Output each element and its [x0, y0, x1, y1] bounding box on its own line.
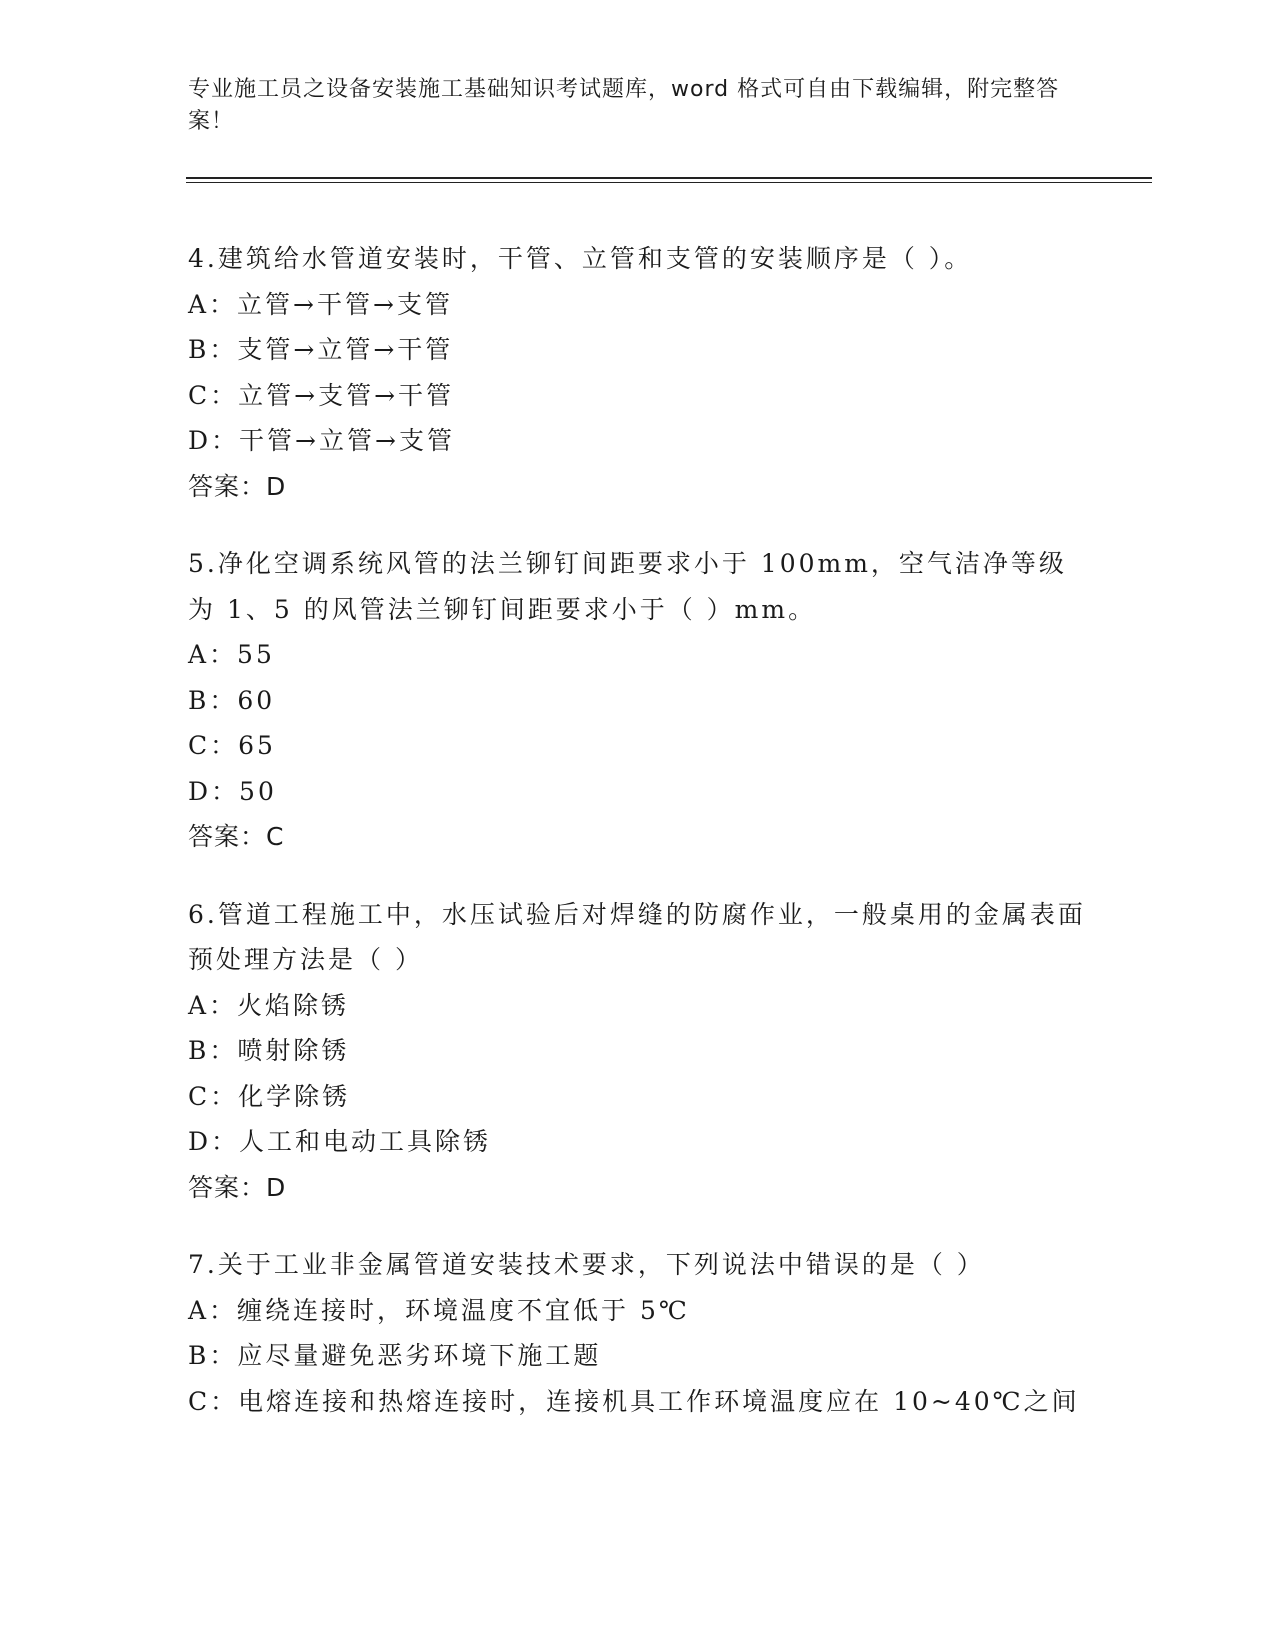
- header-divider-thin: [186, 182, 1152, 183]
- option-d: D：人工和电动工具除锈: [188, 1127, 492, 1156]
- question-5: [188, 541, 1088, 860]
- answer-text: 答案：C: [188, 822, 285, 851]
- option-c: C：电熔连接和热熔连接时，连接机具工作环境温度应在 10~40℃之间: [188, 1386, 1080, 1416]
- option-c: C：65: [188, 731, 276, 760]
- option-a: A：立管→干管→支管: [188, 289, 453, 319]
- question-4: [188, 236, 1088, 509]
- option-c: C：化学除锈: [188, 1081, 351, 1111]
- question-6: [188, 892, 1088, 1211]
- document-header: 专业施工员之设备安装施工基础知识考试题库，word 格式可自由下载编辑，附完整答案！: [188, 77, 1060, 134]
- option-d: D：干管→立管→支管: [188, 426, 455, 455]
- question-stem: 4.建筑给水管道安装时，干管、立管和支管的安装顺序是（ ）。: [188, 244, 973, 273]
- question-list: [188, 236, 1088, 1456]
- option-a: A：55: [188, 640, 275, 669]
- option-b: B：60: [188, 685, 276, 715]
- question-stem: 6.管道工程施工中，水压试验后对焊缝的防腐作业，一般桌用的金属表面预处理方法是（ ）: [188, 899, 1086, 974]
- answer-text: 答案：D: [188, 471, 287, 501]
- question-stem: 5.净化空调系统风管的法兰铆钉间距要求小于 100mm，空气洁净等级为 1、5 的风管法兰铆钉间距要求小于（ ）mm。: [188, 549, 1067, 624]
- question-stem: 7.关于工业非金属管道安装技术要求，下列说法中错误的是（ ）: [188, 1250, 985, 1279]
- option-b: B：支管→立管→干管: [188, 335, 454, 364]
- header-divider-thick: [186, 177, 1152, 179]
- option-a: A：火焰除锈: [188, 990, 350, 1020]
- option-d: D：50: [188, 776, 277, 806]
- option-c: C：立管→支管→干管: [188, 380, 455, 410]
- option-b: B：喷射除锈: [188, 1036, 350, 1065]
- answer-text: 答案：D: [188, 1172, 287, 1202]
- option-b: B：应尽量避免恶劣环境下施工题: [188, 1341, 602, 1370]
- question-7: [188, 1242, 1088, 1424]
- option-a: A：缠绕连接时，环境温度不宜低于 5℃: [188, 1295, 690, 1325]
